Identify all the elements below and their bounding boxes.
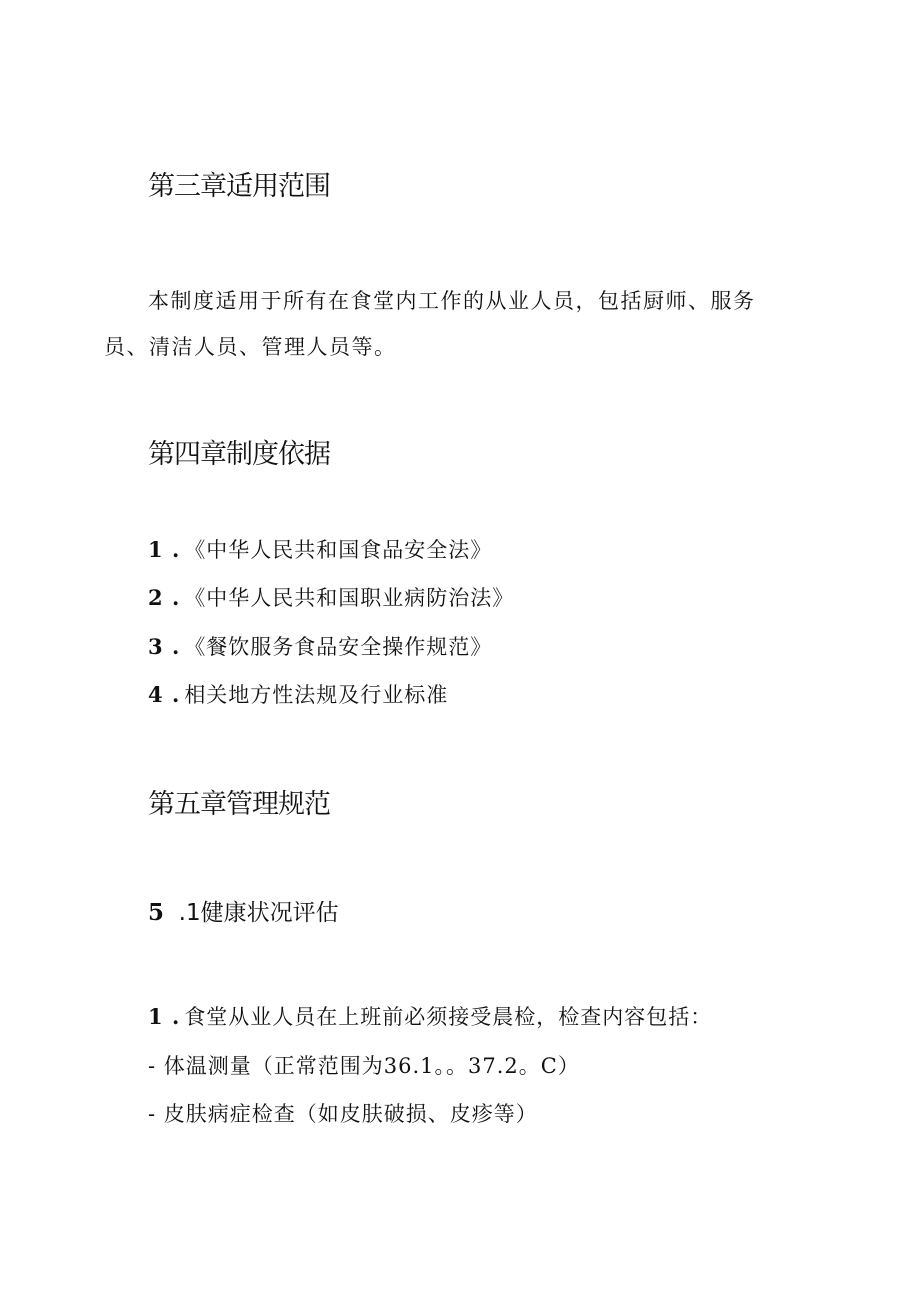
- basis-item-text: 《中华人民共和国职业病防治法》: [184, 586, 515, 610]
- bullet-skin-check: - 皮肤病症检查（如皮肤破损、皮疹等）: [148, 1102, 538, 1126]
- check-item-text: 食堂从业人员在上班前必须接受晨检，检查内容包括：: [184, 1005, 713, 1029]
- chapter3-paragraph: 本制度适用于所有在食堂内工作的从业人员，包括厨师、服务员、清洁人员、管理人员等。: [104, 289, 756, 359]
- basis-item-number: 1: [148, 537, 164, 562]
- basis-item-1: 1 . 《中华人民共和国食品安全法》: [148, 535, 492, 565]
- section-number: 5: [148, 899, 165, 926]
- basis-item-number: 3: [148, 634, 164, 659]
- basis-item-text: 《中华人民共和国食品安全法》: [184, 538, 493, 562]
- section-title: [148, 898, 339, 928]
- check-item-number: 1: [148, 1004, 164, 1029]
- chapter4-title: 第四章制度依据: [148, 439, 330, 470]
- bullet-temperature: - 体温测量（正常范围为36.1。。37.2。C）: [148, 1054, 580, 1078]
- section-title-text: .1健康状况评估: [178, 900, 339, 926]
- chapter5-title: 第五章管理规范: [148, 789, 330, 820]
- basis-item-number: 4: [148, 682, 164, 707]
- basis-item-text: 《餐饮服务食品安全操作规范》: [184, 635, 493, 659]
- check-item-1: 1 . 食堂从业人员在上班前必须接受晨检，检查内容包括：: [148, 1002, 712, 1032]
- basis-item-3: 3 . 《餐饮服务食品安全操作规范》: [148, 632, 492, 662]
- basis-item-4: 4 . 相关地方性法规及行业标准: [148, 680, 448, 710]
- basis-item-text: 相关地方性法规及行业标准: [184, 683, 449, 707]
- chapter3-title: 第三章适用范围: [148, 171, 330, 202]
- basis-item-2: 2 . 《中华人民共和国职业病防治法》: [148, 583, 514, 613]
- basis-item-number: 2: [148, 585, 164, 610]
